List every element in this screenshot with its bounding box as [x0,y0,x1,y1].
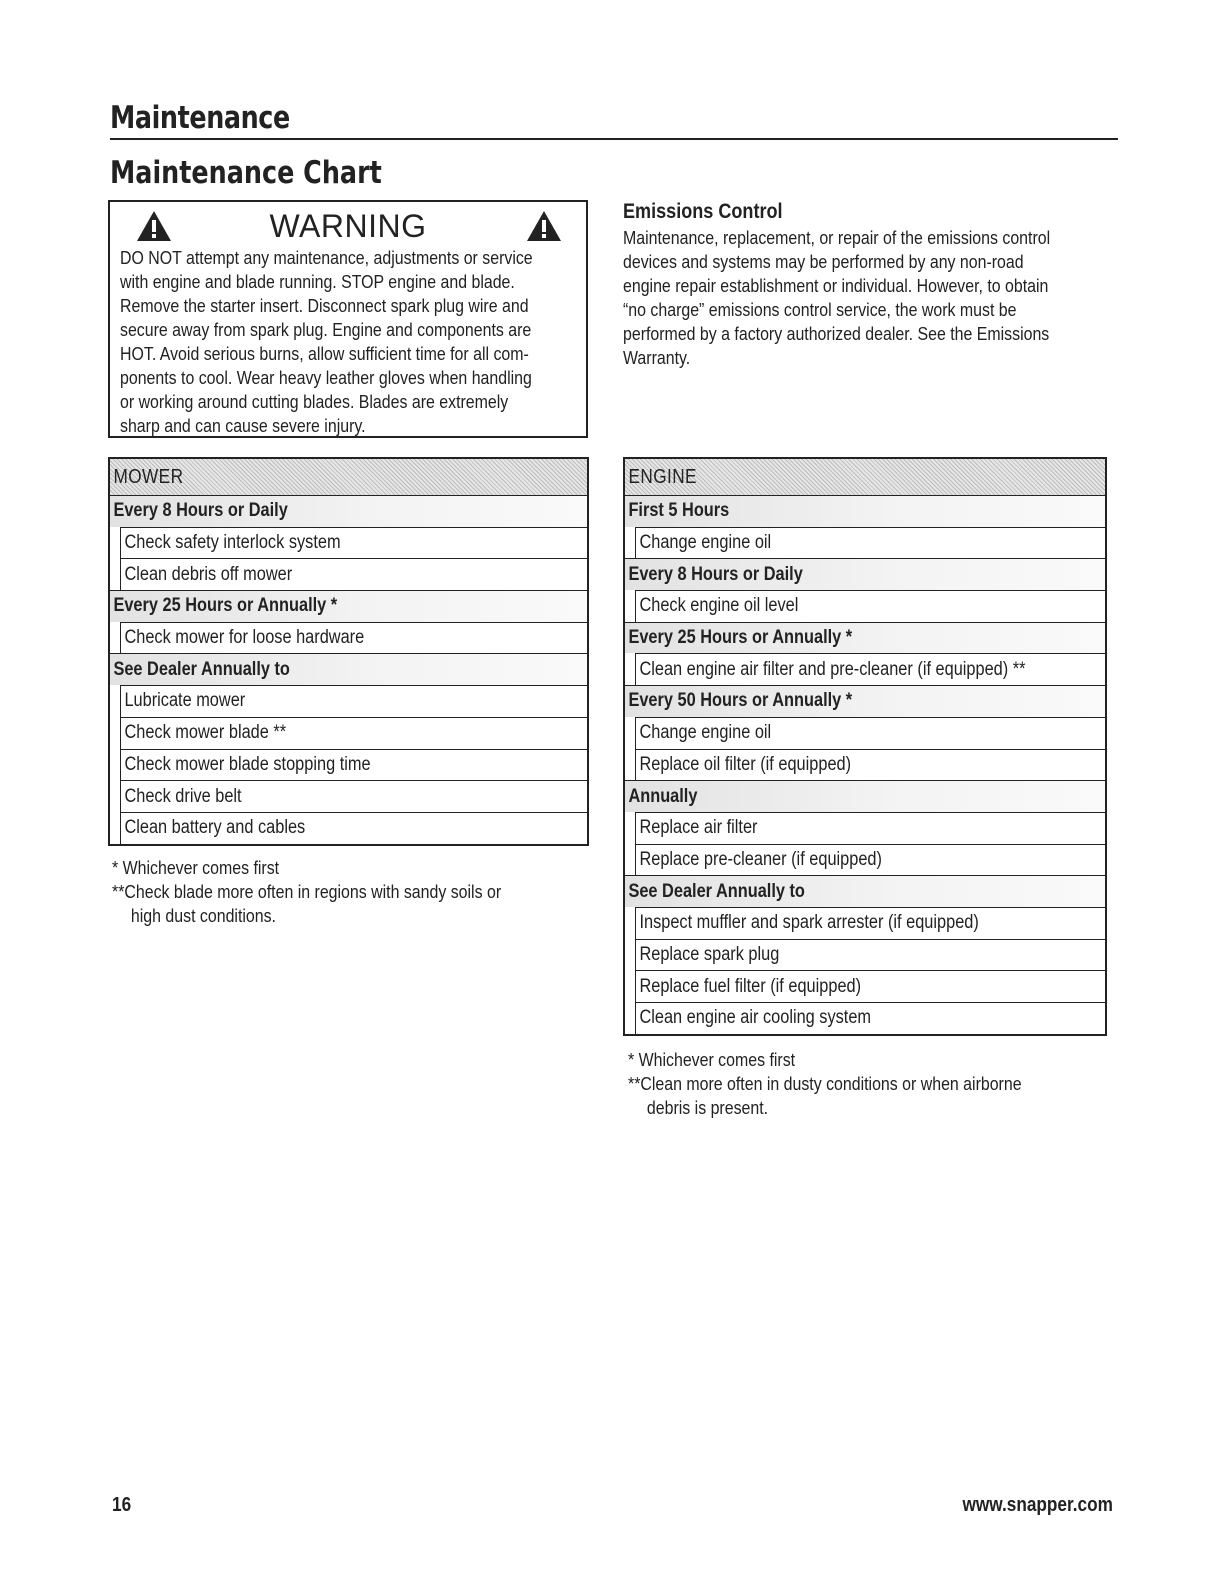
interval-heading-text: Every 8 Hours or Daily [628,563,803,585]
task-text: Change engine oil [639,532,772,554]
engine-maintenance-table [623,457,1107,1036]
interval-heading-text: See Dealer Annually to [113,658,290,680]
emissions-text [623,226,1109,370]
warning-line: or working around cutting blades. Blades are extremely [120,391,509,412]
interval-heading-text: Every 25 Hours or Annually * [628,627,853,649]
task-row [635,717,1105,749]
table-title [625,459,1105,495]
page-title: Maintenance Chart [110,155,382,191]
emissions-line: performed by a factory authorized dealer. See the Emissions [623,323,1050,344]
task-row [635,653,1105,685]
mower-footnotes [112,856,564,928]
task-text: Check safety interlock system [124,532,341,554]
footnote: * Whichever comes first [628,1049,796,1070]
task-text: Replace oil filter (if equipped) [639,753,852,775]
task-row [635,939,1105,971]
warning-box [108,200,588,438]
task-row [120,749,587,781]
interval-heading-text: Every 50 Hours or Annually * [628,690,853,712]
task-row [120,812,587,844]
task-row [635,907,1105,939]
emissions-line: Maintenance, replacement, or repair of the emissions control [623,227,1051,248]
task-text: Lubricate mower [124,690,246,712]
warning-text [120,246,580,438]
interval-heading [625,622,1105,654]
task-row [120,527,587,559]
table-title-text: ENGINE [628,465,697,488]
warning-line: HOT. Avoid serious burns, allow sufficient time for all com- [120,343,529,364]
interval-heading [110,653,587,685]
emissions-section [623,200,1113,370]
footnote: high dust conditions. [130,905,276,926]
emissions-line: Warranty. [623,347,691,368]
task-row [120,780,587,812]
section-title: Maintenance [110,100,290,136]
task-row [120,622,587,654]
task-text: Clean engine air filter and pre-cleaner (if equipped) ** [639,658,1026,680]
warning-line: DO NOT attempt any maintenance, adjustments or service [120,247,533,268]
emissions-line: “no charge” emissions control service, the work must be [623,299,1017,320]
warning-line: sharp and can cause severe injury. [120,415,366,436]
footnote: **Clean more often in dusty conditions or when airborne [628,1073,1022,1094]
interval-heading [625,780,1105,812]
task-row [635,844,1105,876]
task-row [635,1002,1105,1034]
task-text: Check mower for loose hardware [124,627,365,649]
task-row [635,812,1105,844]
interval-heading-text: Every 8 Hours or Daily [113,500,288,522]
emissions-title: Emissions Control [623,200,783,223]
task-row [120,558,587,590]
mower-maintenance-table [108,457,589,846]
engine-footnotes [628,1048,1086,1120]
interval-heading-text: Every 25 Hours or Annually * [113,595,338,617]
interval-heading-text: Annually [628,785,698,807]
table-title [110,459,587,495]
interval-heading [110,495,587,527]
task-row [635,749,1105,781]
warning-line: ponents to cool. Wear heavy leather gloves when handling [120,367,532,388]
warning-line: with engine and blade running. STOP engine and blade. [120,271,515,292]
task-text: Change engine oil [639,722,772,744]
footnote: debris is present. [646,1097,769,1118]
task-row [120,717,587,749]
interval-heading [625,495,1105,527]
table-title-text: MOWER [113,465,184,488]
warning-line: Remove the starter insert. Disconnect spark plug wire and [120,295,529,316]
task-text: Clean battery and cables [124,817,306,839]
task-row [635,527,1105,559]
task-row [635,970,1105,1002]
interval-heading [625,558,1105,590]
footnote: * Whichever comes first [112,857,280,878]
interval-heading-text: First 5 Hours [628,500,730,522]
warning-triangle-icon [526,210,562,242]
task-text: Replace fuel filter (if equipped) [639,975,862,997]
task-text: Clean debris off mower [124,563,293,585]
interval-heading [625,685,1105,717]
emissions-line: devices and systems may be performed by any non-road [623,251,1024,272]
page-header [110,100,1110,140]
task-text: Inspect muffler and spark arrester (if equipped) [639,912,979,934]
task-text: Replace spark plug [639,943,780,965]
task-text: Replace air filter [639,817,758,839]
task-text: Replace pre-cleaner (if equipped) [639,848,882,870]
emissions-line: engine repair establishment or individual. However, to obtain [623,275,1049,296]
task-text: Clean engine air cooling system [639,1007,872,1029]
interval-heading [110,590,587,622]
interval-heading [625,875,1105,907]
header-rule [110,138,1118,140]
task-text: Check engine oil level [639,595,799,617]
warning-title: WARNING [269,208,427,244]
page-number: 16 [112,1494,132,1516]
task-row [635,590,1105,622]
footnote: **Check blade more often in regions with sandy soils or [112,881,502,902]
task-text: Check mower blade stopping time [124,753,371,775]
task-text: Check drive belt [124,785,242,807]
warning-header [120,208,576,246]
website-url: www.snapper.com [962,1494,1113,1516]
task-row [120,685,587,717]
task-text: Check mower blade ** [124,722,287,744]
interval-heading-text: See Dealer Annually to [628,880,805,902]
warning-line: secure away from spark plug. Engine and components are [120,319,532,340]
